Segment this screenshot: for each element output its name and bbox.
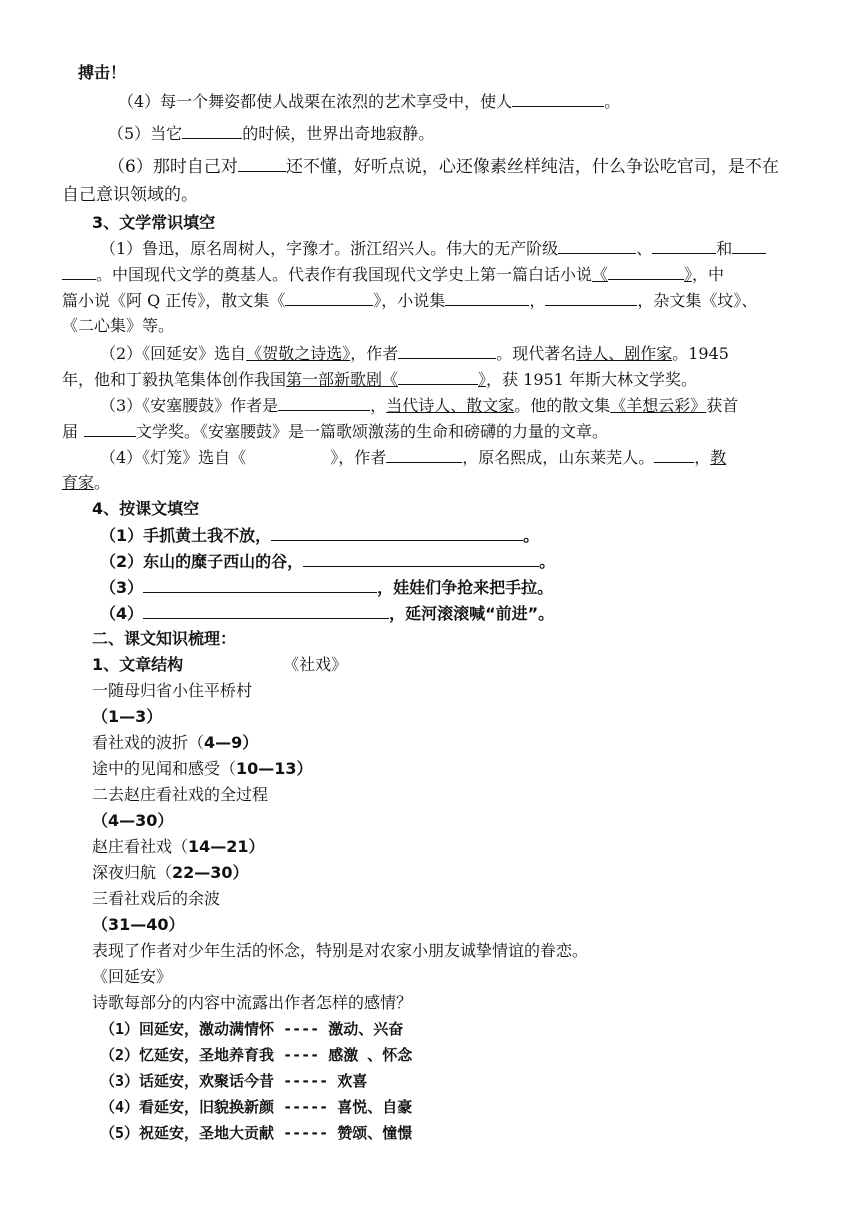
text: （4）看延安，旧貌换新颜 ----- 喜悦、自豪 — [100, 1098, 413, 1116]
text-line — [92, 836, 265, 858]
text: （2）东山的糜子西山的谷， — [100, 552, 304, 571]
text-line — [62, 184, 198, 206]
text: 4—9） — [204, 733, 259, 752]
text: （3）话延安，欢聚话今昔 ----- 欢喜 — [100, 1072, 368, 1090]
text: 赵庄看社戏（ — [92, 837, 189, 856]
answer-blank[interactable] — [238, 155, 286, 172]
fill-blank-line — [108, 122, 434, 145]
text: 》，小说集 — [373, 291, 446, 310]
answer-blank[interactable] — [143, 602, 389, 619]
text: 获首 — [706, 396, 739, 415]
section-heading — [92, 498, 199, 520]
answer-blank[interactable] — [608, 263, 684, 280]
text-line — [62, 472, 110, 494]
fill-blank-line — [100, 237, 766, 260]
answer-blank[interactable] — [278, 394, 370, 411]
section-heading — [92, 628, 236, 650]
text: 深夜归航（ — [92, 863, 173, 882]
text: 篇小说《阿 Q 正传》，散文集《 — [62, 291, 286, 310]
text-line — [92, 888, 220, 910]
text: 。他的散文集 — [514, 396, 611, 415]
text: 。 — [523, 526, 540, 545]
text: 《回延安》 — [92, 967, 173, 986]
text: 3、文学常识填空 — [92, 213, 216, 232]
text: 诗歌每部分的内容中流露出作者怎样的感情？ — [92, 993, 413, 1012]
text-line — [92, 940, 588, 962]
text: ，中 — [692, 265, 725, 284]
answer-blank[interactable] — [62, 263, 96, 280]
fill-blank-line — [100, 446, 726, 469]
text: 育家 — [62, 473, 95, 492]
fill-blank-line — [118, 90, 620, 113]
text: 。现代著名 — [496, 344, 577, 363]
text: （4）每一个舞姿都使人战栗在浓烈的艺术享受中，使人 — [118, 92, 513, 111]
text: ，娃娃们争抢来把手拉。 — [377, 578, 554, 597]
text: 1、文章结构 — [92, 655, 184, 674]
text: 搏击！ — [78, 63, 127, 82]
text-line — [92, 680, 252, 702]
text-line — [92, 966, 172, 988]
answer-blank[interactable] — [182, 122, 242, 139]
text: 。 — [539, 552, 556, 571]
fill-blank-line — [62, 289, 757, 312]
text: ，延河滚滚喊“前进”。 — [389, 604, 555, 623]
text: 《社戏》 — [283, 655, 348, 674]
text: 、 — [636, 239, 653, 258]
fill-blank-line — [100, 602, 554, 625]
answer-blank[interactable] — [512, 90, 604, 107]
text: 。中国现代文学的奠基人。代表作有我国现代文学史上第一篇白话小说 — [96, 265, 593, 284]
text: （5）当它 — [108, 124, 183, 143]
text: （6）那时自己对 — [108, 157, 238, 177]
text-line — [62, 315, 174, 337]
answer-blank[interactable] — [285, 289, 373, 306]
text: ，杂文集《坟》、 — [637, 291, 758, 310]
answer-blank[interactable] — [732, 237, 766, 254]
text-line — [92, 706, 162, 728]
answer-blank[interactable] — [84, 420, 136, 437]
text: 看社戏的波折（ — [92, 733, 205, 752]
text: 还不懂，好听点说，心还像素丝样纯洁，什么争讼吃官司，是不在 — [285, 157, 779, 177]
fill-blank-line — [62, 368, 697, 391]
text: 诗人、剧作家 — [576, 344, 673, 363]
text: （5）祝延安，圣地大贡献 ----- 赞颂、憧憬 — [100, 1124, 413, 1142]
poem-emotion-line — [100, 1018, 403, 1040]
text: 当代诗人、散文家 — [386, 396, 515, 415]
text: 14—21） — [188, 837, 265, 856]
answer-blank[interactable] — [303, 550, 539, 567]
answer-blank[interactable] — [558, 237, 636, 254]
fill-blank-line — [108, 155, 779, 178]
answer-blank[interactable] — [386, 446, 462, 463]
text: （2）《回延安》选自 — [100, 344, 247, 363]
answer-blank[interactable] — [271, 524, 523, 541]
text: 10—13） — [236, 759, 313, 778]
text: 4、按课文填空 — [92, 499, 200, 518]
text: ，获 1951 年斯大林文学奖。 — [486, 370, 697, 389]
poem-emotion-line — [100, 1070, 367, 1092]
text: 《二心集》等。 — [62, 316, 175, 335]
answer-blank[interactable] — [398, 368, 478, 385]
text-line — [92, 914, 185, 936]
text: （4） — [100, 604, 144, 623]
text: （2）忆延安，圣地养育我 ---- 感激 、怀念 — [100, 1046, 413, 1064]
section-heading — [92, 212, 215, 234]
text: （1）手抓黄土我不放， — [100, 526, 272, 545]
text: 《贺敬之诗选》 — [246, 344, 351, 363]
text-line — [92, 992, 412, 1014]
text: 届 — [62, 422, 79, 441]
text: （31—40） — [92, 915, 185, 934]
text: ， — [370, 396, 387, 415]
text: 一随母归省小住平桥村 — [92, 681, 253, 700]
text: 年，他和丁毅执笔集体创作我国 — [62, 370, 287, 389]
text: 。 — [604, 92, 621, 111]
text: 二去赵庄看社戏的全过程 — [92, 785, 269, 804]
text: 第一部新歌剧《 — [286, 370, 399, 389]
text: 文学奖。《安塞腰鼓》是一篇歌颂激荡的生命和磅礴的力量的文章。 — [136, 422, 609, 441]
fill-blank-line — [100, 394, 738, 417]
text: 自己意识领域的。 — [62, 185, 198, 205]
text: （4）《灯笼》选自《 — [100, 448, 247, 467]
text: 教 — [710, 448, 727, 467]
text: （1）回延安，激动满情怀 ---- 激动、兴奋 — [100, 1020, 404, 1038]
text: 《羊想云彩》 — [610, 396, 707, 415]
text: 表现了作者对少年生活的怀念，特别是对农家小朋友诚挚情谊的眷恋。 — [92, 941, 589, 960]
text: （4—30） — [92, 811, 174, 830]
fill-blank-line — [100, 550, 555, 573]
text: ， — [529, 291, 546, 310]
text: （3） — [100, 578, 144, 597]
answer-blank[interactable] — [654, 446, 694, 463]
text: ，作者 — [350, 344, 399, 363]
fill-blank-line — [100, 576, 553, 599]
fill-blank-line — [100, 342, 729, 365]
text: （3）《安塞腰鼓》作者是 — [100, 396, 279, 415]
answer-blank[interactable] — [398, 342, 496, 359]
text: （1—3） — [92, 707, 163, 726]
text: 和 — [716, 239, 733, 258]
answer-blank[interactable] — [143, 576, 377, 593]
fill-blank-line — [62, 263, 724, 286]
text: 二、课文知识梳理： — [92, 629, 237, 648]
fill-blank-line — [62, 420, 608, 443]
text: ， — [694, 448, 711, 467]
text-line — [92, 810, 173, 832]
text-line — [78, 62, 126, 84]
text: 22—30） — [172, 863, 249, 882]
answer-blank[interactable] — [652, 237, 716, 254]
text: 《 — [592, 265, 609, 284]
fill-blank-line — [100, 524, 539, 547]
text: 途中的见闻和感受（ — [92, 759, 237, 778]
text: 的时候，世界出奇地寂静。 — [242, 124, 435, 143]
text-line — [92, 862, 249, 884]
text: 》 — [684, 265, 693, 284]
text: 。1945 — [672, 344, 729, 363]
text: 》，作者 — [330, 448, 387, 467]
text: ，原名熙成，山东莱芜人。 — [462, 448, 655, 467]
text-line — [92, 758, 313, 780]
poem-emotion-line — [100, 1096, 412, 1118]
answer-blank[interactable] — [545, 289, 637, 306]
text: 》 — [478, 370, 487, 389]
text-line — [92, 732, 258, 754]
text: 。 — [94, 473, 111, 492]
poem-emotion-line — [100, 1122, 412, 1144]
text: 三看社戏后的余波 — [92, 889, 221, 908]
answer-blank[interactable] — [445, 289, 529, 306]
text-line — [92, 784, 268, 806]
text: （1）鲁迅，原名周树人，字豫才。浙江绍兴人。伟大的无产阶级 — [100, 239, 559, 258]
poem-emotion-line — [100, 1044, 412, 1066]
subsection-heading — [92, 654, 347, 676]
